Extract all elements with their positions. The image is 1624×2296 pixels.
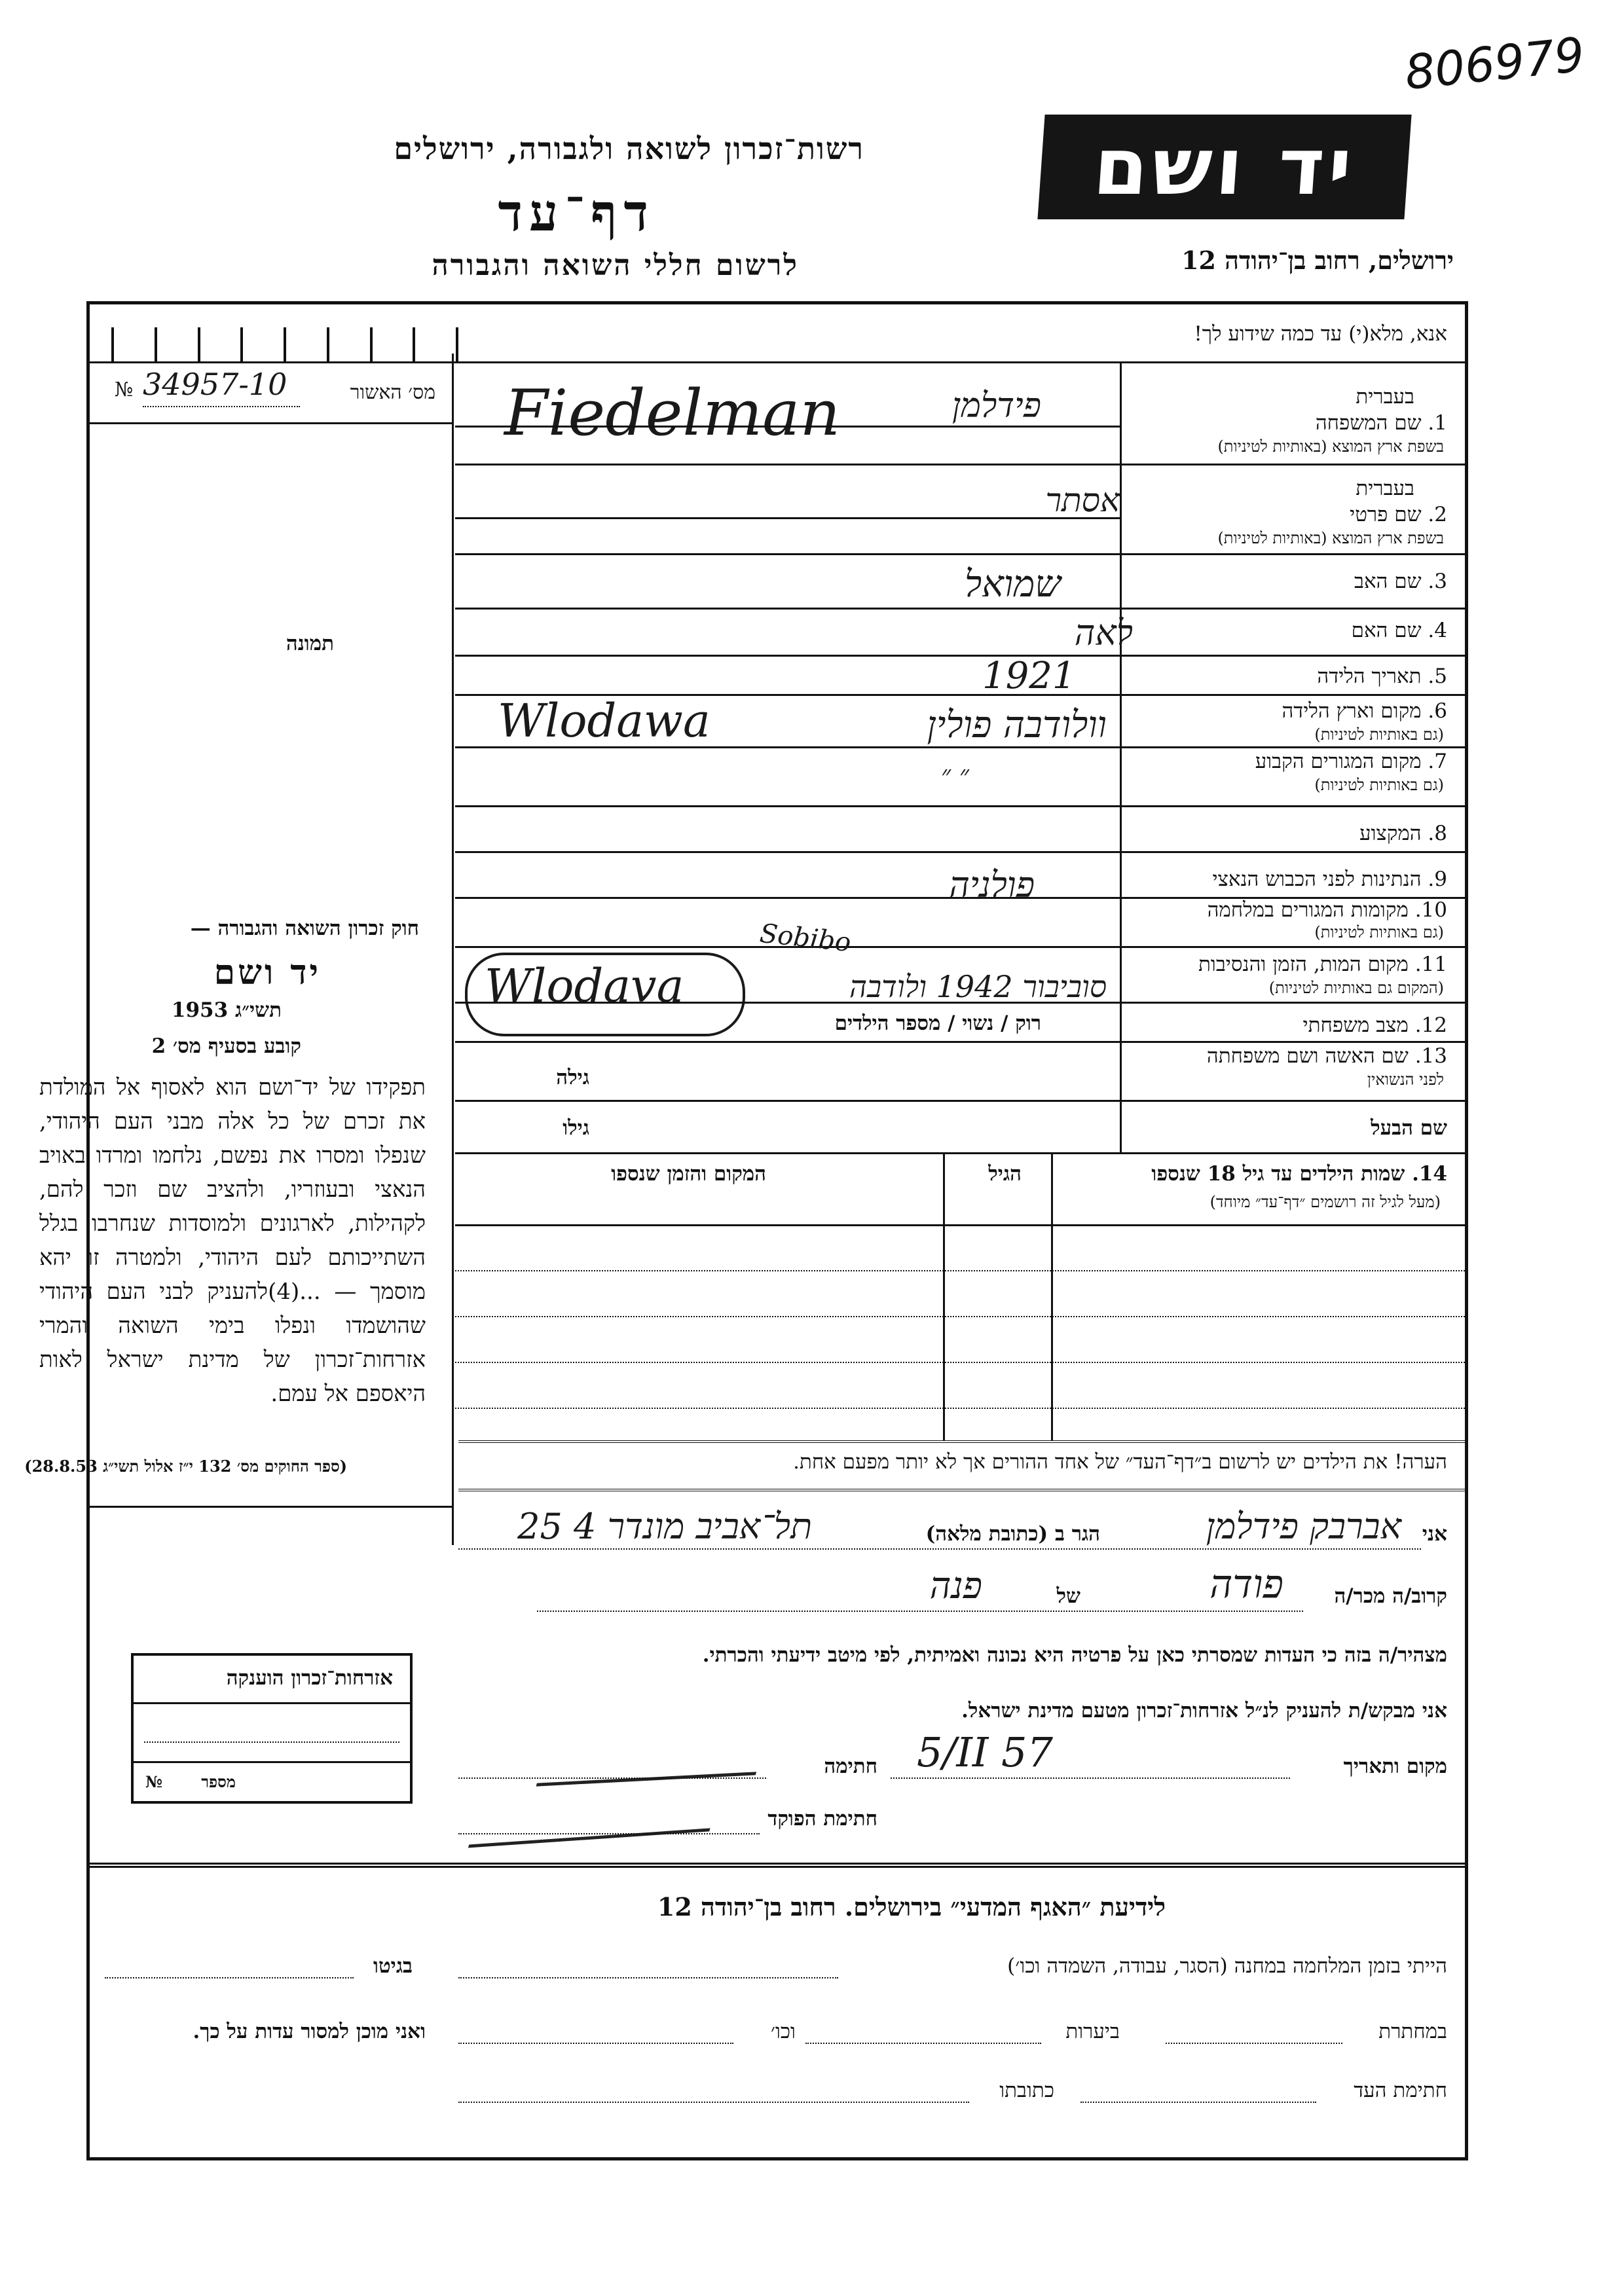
field-2-label: 2. שם פרטי [1350, 503, 1447, 526]
field-9-value: פולניה [949, 864, 1035, 905]
field-13-sub: לפני הנשואין [1367, 1070, 1444, 1089]
field-10-label: 10. מקומות המגורים במלחמה [1207, 898, 1447, 922]
field-3-label: 3. שם האב [1354, 570, 1447, 593]
declaration-prefix: אני [1422, 1522, 1447, 1546]
approval-tick-row [111, 327, 458, 361]
citizenship-box-divider [134, 1702, 410, 1704]
field-7-value: ״ ״ [940, 760, 969, 790]
approval-label: מס׳ האשור [350, 381, 435, 404]
children-col-divider-2 [1051, 1152, 1053, 1440]
field-5-value: 1921 [982, 655, 1076, 697]
field-7-line [455, 805, 1465, 807]
citizenship-number-symbol: № [145, 1772, 163, 1791]
footer-etc-blank [458, 2043, 733, 2044]
page-title: דף־עד [498, 183, 655, 243]
declaration-request: אני מבקש/ת להעניק לנ״ל אזרחות־זכרון מטעם מדינת ישראל. [961, 1699, 1447, 1722]
field-8-label: 8. המקצוע [1359, 822, 1447, 845]
field-1-sub: בשפת ארץ המוצא (באותיות לטיניות) [1217, 437, 1444, 456]
footer-divider [90, 1863, 1465, 1868]
footer-underground-label: במחתרת [1378, 2020, 1447, 2043]
field-2-mid-line [455, 517, 1120, 519]
field-1-mid-line [455, 426, 1120, 428]
field-12-value: רוק / נשוי / מספר הילדים [834, 1011, 1041, 1035]
place-date-label: מקום ותאריך [1343, 1755, 1447, 1778]
citizenship-box-divider-2 [134, 1761, 410, 1763]
photo-label: תמונה [286, 632, 334, 655]
footer-forests-label: ביערות [1065, 2020, 1120, 2043]
field-4-line [455, 655, 1465, 657]
children-header-sub: (מעל לגיל זה רושמים ״דף־עד״ מיוחד) [1209, 1193, 1441, 1211]
citizenship-number-label: מספר [201, 1772, 236, 1791]
law-title-4: קובע בסעיף מס׳ 2 [151, 1034, 301, 1058]
approval-number: 34957-10 [143, 367, 287, 402]
footer-witness-signature-blank [1080, 2102, 1316, 2103]
relation-of-label: של [1056, 1584, 1080, 1608]
footer-line-1-blank [458, 1977, 838, 1978]
field-1-label: 1. שם המשפחה [1315, 411, 1447, 435]
children-header-names: 14. שמות הילדים עד גיל 18 שנספו [1151, 1162, 1447, 1186]
field-6-label: 6. מקום וארץ הלידה [1282, 699, 1447, 723]
field-11-hebrew-value: סוביבור 1942 ולודבה [849, 969, 1107, 1004]
footer-etc-label: וכו׳ [770, 2020, 796, 2043]
approval-line [143, 406, 300, 407]
footer-ghetto-blank [105, 1977, 354, 1978]
field-9-label: 9. הנתינות לפני הכבוש הנאצי [1212, 867, 1447, 891]
declaration-statement: מצהיר/ה בזה כי העדות שמסרתי כאן על פרטיה היא נכונה ואמיתית, לפי מיטב ידיעתי והכרתי. [702, 1643, 1447, 1667]
husband-label: שם הבעל [1371, 1116, 1447, 1140]
law-body: תפקידו של יד־ושם הוא לאסוף אל המולדת את זכרם של כל אלה מבני העם היהודי, שנפלו ומסרו את נפשם, נלחמו ומרדו באויב הנאצי ובעוזריו, ולהציב שם וזכר להם, לקהילות, לארגונים ולמוסדות שנחרבו בגלל השתייכותם לעם היהודי, ולמטרה זו יהא מוסמך — ...(4)להעניק לבני העם היהודי שהושמדו ונפלו בימי השואה והמרי אזרחות־זכרון של מדינת ישראל לאות היאספם אל עמם. [39, 1074, 426, 1407]
declaration-line-1 [458, 1548, 1421, 1550]
field-6-hebrew-value: וולודבה פולין [927, 704, 1107, 746]
table-row [455, 1408, 1465, 1409]
citizenship-box-title: אזרחות־זכרון הוענקה [226, 1666, 393, 1690]
field-3-line [455, 608, 1465, 610]
label-column-divider [1120, 363, 1122, 1152]
declarant-name: אברבק פידלמן [1206, 1506, 1401, 1547]
approval-divider [90, 422, 452, 424]
field-8-line [455, 851, 1465, 853]
field-1-latin-value: Fiedelman [504, 376, 841, 450]
field-6-latin-value: Wlodawa [498, 694, 710, 748]
footer-address-label: כתובתו [999, 2079, 1054, 2102]
table-row [455, 1270, 1465, 1271]
footer-underground-blank [1166, 2043, 1342, 2044]
footer-line-1-end: בגיטו [373, 1954, 413, 1978]
children-col-divider-1 [943, 1152, 945, 1440]
field-2-bottom-line [455, 553, 1465, 555]
field-3-value: שמואל [965, 563, 1061, 606]
husband-line [455, 1152, 1465, 1154]
footer-forests-blank [805, 2043, 1041, 2044]
official-signature-line [458, 1833, 760, 1834]
footer-address-blank [458, 2102, 969, 2103]
field-10-line [455, 946, 1465, 948]
citizenship-box-line [144, 1741, 399, 1743]
archive-number-stamp: 806979 [1402, 26, 1587, 101]
field-6-sub: (גם באותיות לטיניות) [1314, 725, 1444, 744]
left-bottom-divider [90, 1506, 452, 1508]
left-column-divider [452, 354, 454, 1545]
field-13-age-label: גילה [556, 1066, 589, 1089]
field-2-hebrew-value: אסתר [1045, 481, 1120, 519]
declaration-line-2 [537, 1611, 1303, 1612]
signature-label: חתימה [824, 1755, 877, 1778]
field-5-label: 5. תאריך הלידה [1317, 665, 1447, 688]
official-signature-label: חתימת הפוקד [767, 1807, 877, 1831]
field-2-sub: בשפת ארץ המוצא (באותיות לטיניות) [1217, 529, 1444, 547]
field-10-sub: (גם באותיות לטיניות) [1314, 923, 1444, 941]
address-label: הגר ב (כתובת מלאה) [925, 1522, 1100, 1546]
page-subtitle: לרשום חללי השואה והגבורה [432, 249, 799, 282]
field-11-latin-value: Wlodava [485, 959, 684, 1013]
field-12-label: 12. מצב משפחתי [1302, 1013, 1447, 1037]
declarant-address: תל־אביב מונדר 4 25 [517, 1506, 812, 1547]
relation-value: פודה [1209, 1561, 1283, 1607]
footer-witness-signature-label: חתימת העד [1354, 2079, 1447, 2102]
header-address: ירושלים, רחוב בן־יהודה 12 [1181, 246, 1454, 275]
field-1-hebrew-value: פידלמן [951, 386, 1041, 426]
field-12-line [455, 1041, 1465, 1043]
place-date-line [891, 1777, 1290, 1779]
field-1-hebrew-tag: בעברית [1356, 385, 1414, 409]
field-7-sub: (גם באותיות לטיניות) [1314, 776, 1444, 794]
note-text: הערה! את הילדים יש לרשום ב״דף־העד״ של אחד ההורים אך לא יותר מפעם אחת. [793, 1450, 1447, 1474]
relation-subject: פנה [929, 1565, 982, 1607]
field-6-line [455, 746, 1465, 748]
children-header-place: המקום והזמן שנספו [611, 1162, 766, 1186]
field-4-label: 4. שם האם [1351, 619, 1447, 642]
field-11-extra-value: Sobibo [758, 918, 853, 958]
table-row [455, 1362, 1465, 1363]
top-divider [90, 361, 1465, 363]
law-title-2: יד ושם [213, 953, 321, 993]
field-11-line [455, 1002, 1465, 1004]
field-11-label: 11. מקום המות, הזמן והנסיבות [1198, 953, 1447, 976]
husband-age-label: גילו [563, 1116, 589, 1140]
table-row [455, 1316, 1465, 1317]
field-13-label: 13. שם האשה ושם משפחתה [1206, 1044, 1447, 1068]
place-date-value: 5/II 57 [917, 1728, 1053, 1776]
field-1-bottom-line [455, 464, 1465, 465]
law-title-3: תשי״ג 1953 [171, 998, 282, 1022]
footer-line-1: הייתי בזמן המלחמה במחנה (הסגר, עבודה, השמדה וכו׳) [1007, 1954, 1447, 1978]
children-header-line [455, 1224, 1465, 1226]
footer-title: לידיעת ״האגף המדעי״ בירושלים. רחוב בן־יהודה 12 [657, 1892, 1166, 1922]
children-header-age: הגיל [988, 1162, 1022, 1186]
organization-name: רשות־זכרון לשואה ולגבורה, ירושלים [394, 131, 864, 166]
signature-line [458, 1777, 766, 1779]
relation-label: קרוב/ה מכר/ה [1334, 1584, 1447, 1608]
field-4-value: לאה [1074, 612, 1133, 653]
field-2-hebrew-tag: בעברית [1356, 477, 1414, 500]
field-13-line [455, 1100, 1465, 1102]
footer-testimony-text: ואני מוכן למסור עדות על כך. [193, 2020, 426, 2043]
approval-symbol: № [115, 378, 134, 401]
law-title-1: חוק זכרון השואה והגבורה — [190, 917, 419, 940]
yad-vashem-logo: יד ושם [1037, 115, 1411, 219]
field-7-label: 7. מקום המגורים הקבוע [1255, 750, 1447, 773]
intro-text: אנא, מלא(י) עד כמה שידוע לך! [1194, 322, 1447, 346]
law-reference: (ספר החוקים מס׳ 132 י״ז אלול תשי״ג 28.8.53) [24, 1457, 347, 1476]
field-11-sub: (המקום גם באותיות לטיניות) [1268, 979, 1444, 997]
